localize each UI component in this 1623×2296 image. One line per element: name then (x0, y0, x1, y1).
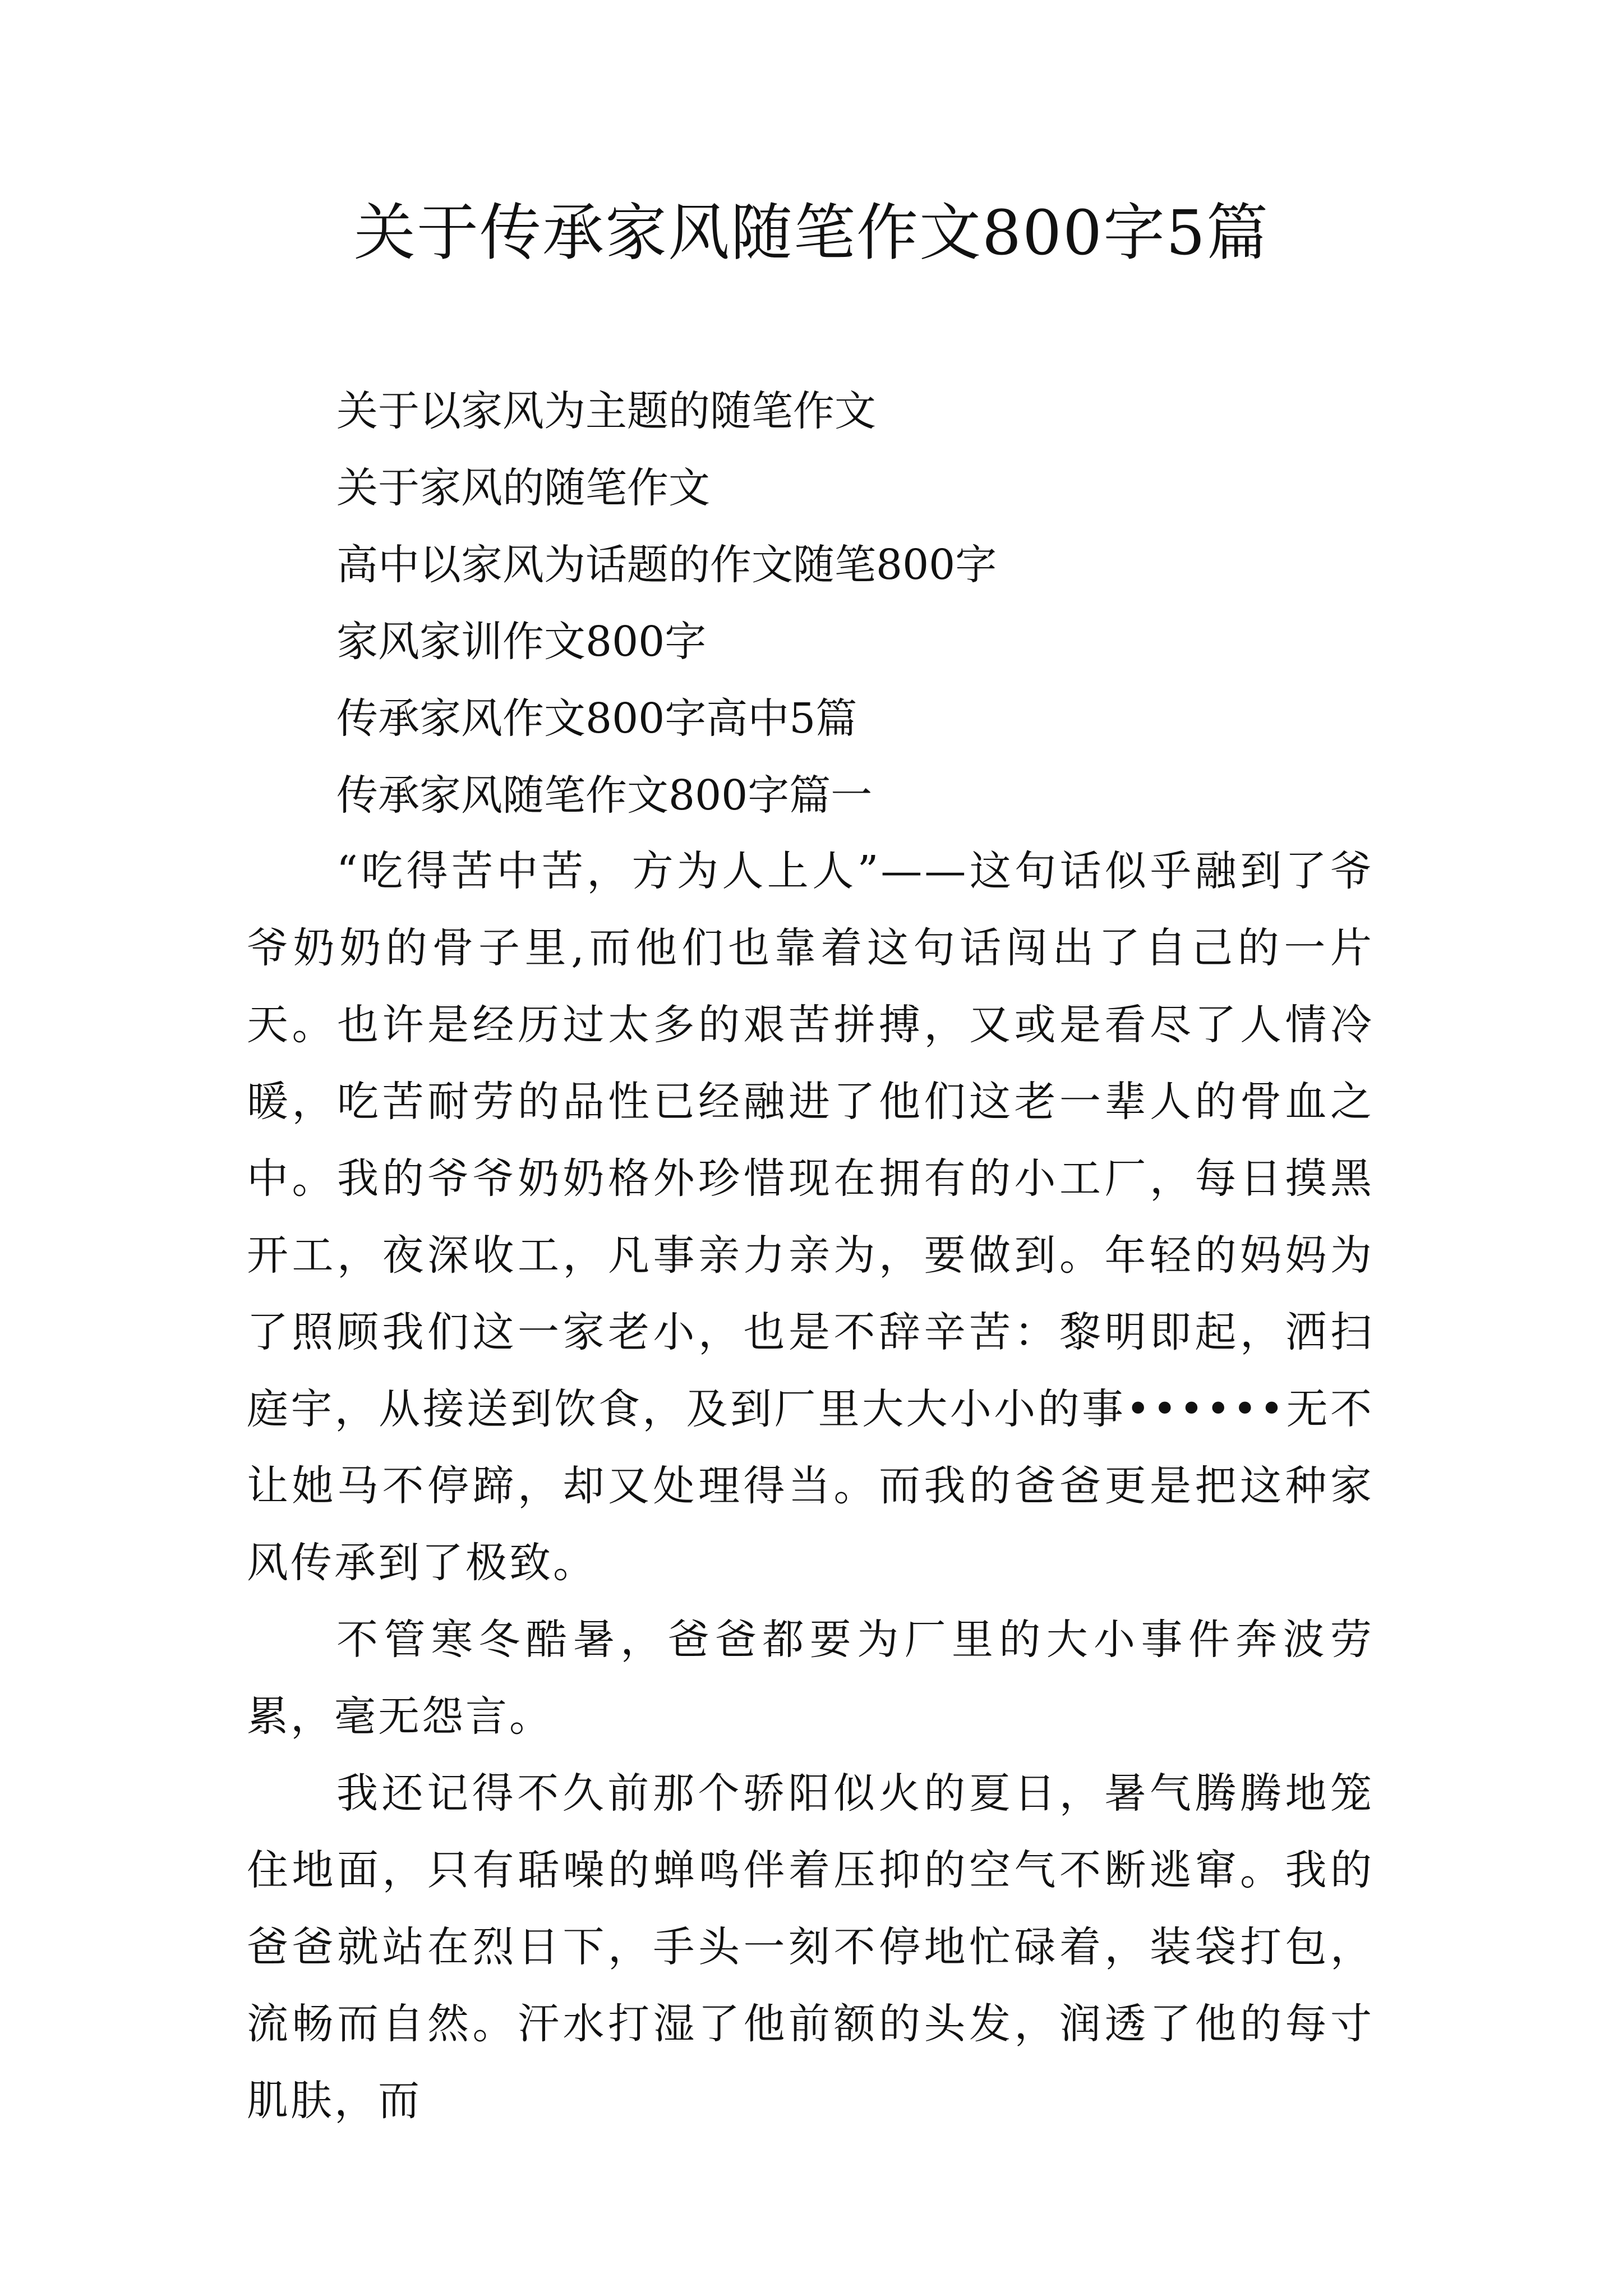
toc-item: 家风家训作文800字 (336, 618, 707, 666)
body-paragraph: 不管寒冬酷暑，爸爸都要为厂里的大小事件奔波劳累，毫无怨言。 (247, 1616, 1374, 1741)
toc-item: 传承家风作文800字高中5篇 (336, 694, 857, 743)
document-title: 关于传承家风随笔作文800字5篇 (354, 197, 1269, 269)
body-paragraph: 我还记得不久前那个骄阳似火的夏日，暑气腾腾地笼住地面，只有聒噪的蝉鸣伴着压抑的空气不断逃窜。我的爸爸就站在烈日下，手头一刻不停地忙碌着，装袋打包，流畅而自然。汗水打湿了他前额的头发，润透了他的每寸肌肤，而 (247, 1769, 1374, 2125)
document-body (247, 833, 1374, 2139)
toc-item: 高中以家风为话题的作文随笔800字 (336, 541, 997, 589)
toc-item: 关于以家风为主题的随笔作文 (336, 387, 876, 435)
toc-item: 传承家风随笔作文800字篇一 (336, 771, 873, 820)
toc-item: 关于家风的随笔作文 (336, 464, 710, 512)
table-of-contents (336, 373, 1458, 834)
body-paragraph: “吃得苦中苦，方为人上人”——这句话似乎融到了爷爷奶奶的骨子里,而他们也靠着这句话闯出了自己的一片天。也许是经历过太多的艰苦拼搏，又或是看尽了人情冷暖，吃苦耐劳的品性已经融进了他们这老一辈人的骨血之中。我的爷爷奶奶格外珍惜现在拥有的小工厂，每日摸黑开工，夜深收工，凡事亲力亲为，要做到。年轻的妈妈为了照顾我们这一家老小，也是不辞辛苦：黎明即起，洒扫庭宇，从接送到饮食，及到厂里大大小小的事••••••无不让她马不停蹄，却又处理得当。而我的爸爸更是把这种家风传承到了极致。 (247, 847, 1374, 1587)
